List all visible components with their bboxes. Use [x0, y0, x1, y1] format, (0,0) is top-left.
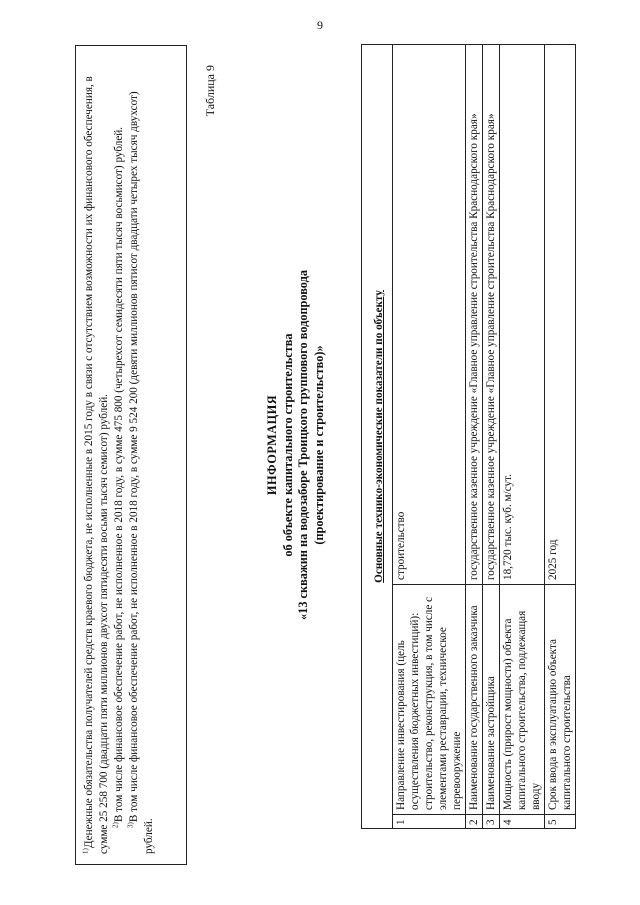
row-label: Направление инвестирования (цель осуществления бюджетных инвестиций): строительство, реконструкция, в том числе с элементами реставрации, техническое перевооружение	[393, 585, 466, 815]
row-label: Срок ввода в эксплуатацию объекта капитального строительства	[545, 585, 576, 815]
heading-title: ИНФОРМАЦИЯ	[265, 394, 279, 496]
row-number: 3	[483, 815, 500, 829]
row-number: 1	[393, 815, 466, 829]
indicators-table	[361, 44, 576, 829]
row-number: 5	[545, 815, 576, 829]
footnote-3-text: В том числе финансовое обеспечение работ, не исполненное в 2018 году, в сумме 9 524 200 (девяти миллионов пятисот двадцати четырех тысяч двухсот) рублей.	[128, 91, 155, 854]
page-number: 9	[317, 18, 323, 32]
row-number: 4	[500, 815, 545, 829]
heading-line-4: (проектирование и строительство)»	[311, 345, 326, 545]
row-value: строительство	[393, 44, 466, 584]
table-row	[393, 44, 466, 828]
table-caption-row	[362, 44, 393, 828]
footnote-1-text: Денежные обязательства получателей средств краевого бюджета, не исполненные в 2015 году в связи с отсутствием возможности их финансового обеспечения, в сумме 25 258 700 (двадцати пяти миллионов двухсот пятидесяти восьми тысяч семисот) рублей.	[83, 76, 110, 854]
table-row	[466, 44, 483, 828]
row-number: 2	[466, 815, 483, 829]
row-value: государственное казенное учреждение «Главное управление строительства Краснодарского края»	[483, 44, 500, 584]
table-row	[483, 44, 500, 828]
footnotes-box	[75, 45, 187, 865]
table-label: Таблица 9	[203, 65, 217, 117]
footnote-2-mark: 2)	[111, 822, 120, 828]
footnote-3-mark: 3)	[126, 822, 135, 828]
table-row	[500, 44, 545, 828]
row-value: 18,720 тыс. куб. м/сут.	[500, 44, 545, 584]
table-caption: Основные технико-экономические показатели по объекту	[362, 44, 393, 828]
footnote-2	[112, 54, 127, 854]
row-value: государственное казенное учреждение «Главное управление строительства Краснодарского края»	[466, 44, 483, 584]
rotated-page-content	[75, 45, 620, 865]
row-label: Наименование государственного заказчика	[466, 585, 483, 815]
row-label: Наименование застройщика	[483, 585, 500, 815]
footnote-1	[82, 54, 112, 854]
heading-line-2: об объекте капитального строительства	[280, 333, 295, 557]
footnote-2-text: В том числе финансовое обеспечение работ, не исполненное в 2018 году, в сумме 475 800 (четырехсот семидесяти пяти тысяч восьмисот) рублей.	[113, 126, 125, 823]
row-label: Мощность (прирост мощности) объекта капитального строительства, подлежащая вводу	[500, 585, 545, 815]
table-row	[545, 44, 576, 828]
document-heading	[265, 145, 327, 745]
heading-line-3: «13 скважин на водозаборе Троицкого группового водопровода	[296, 270, 310, 620]
row-value: 2025 год	[545, 44, 576, 584]
footnote-1-mark: 1)	[81, 848, 90, 854]
footnote-3	[127, 54, 157, 854]
